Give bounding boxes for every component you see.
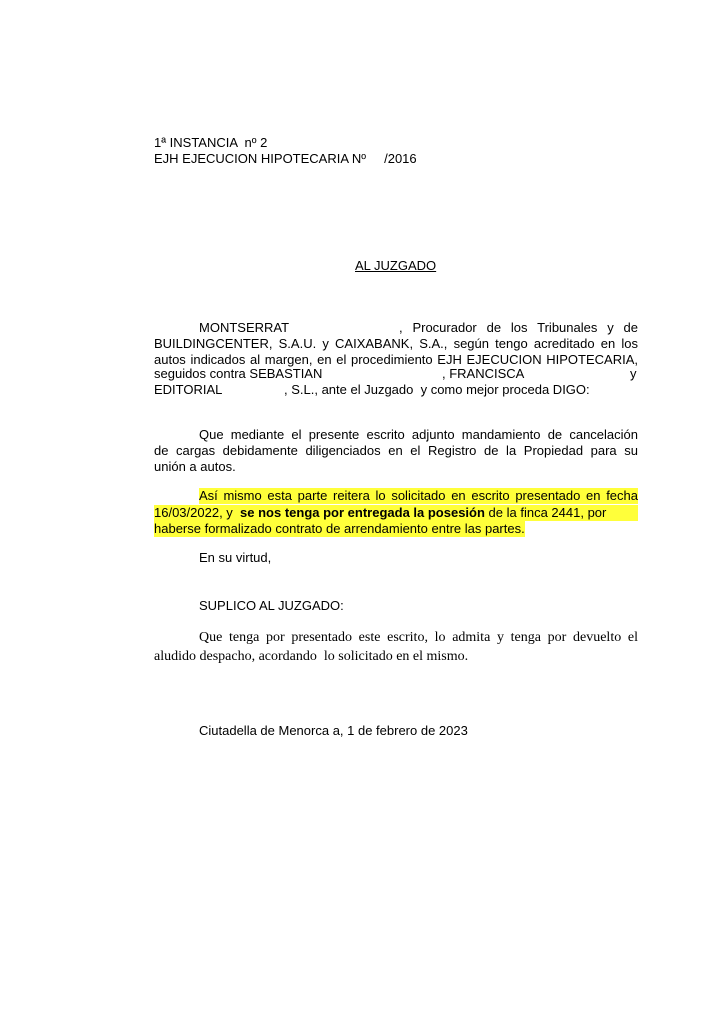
intro-line-5a: EDITORIAL bbox=[154, 382, 223, 397]
intro-line-3: autos indicados al margen, en el procedimiento EJH EJECUCION HIPOTECARIA, bbox=[154, 352, 638, 367]
para2-line-1: Así mismo esta parte reitera lo solicitado en escrito presentado en fecha bbox=[199, 488, 638, 503]
para2-line-2-bold: se nos tenga por entregada la posesión bbox=[240, 505, 485, 520]
intro-line-2: BUILDINGCENTER, S.A.U. y CAIXABANK, S.A., según tengo acreditado en los bbox=[154, 336, 638, 351]
para1-line-1: Que mediante el presente escrito adjunto mandamiento de cancelación bbox=[199, 427, 638, 442]
petition-line-2: aludido despacho, acordando lo solicitado en el mismo. bbox=[154, 649, 469, 664]
para1-line-3: unión a autos. bbox=[154, 459, 236, 474]
petition-line-1: Que tenga por presentado este escrito, lo admita y tenga por devuelto el bbox=[199, 630, 638, 645]
intro-line-5b: , S.L., ante el Juzgado y como mejor proceda DIGO: bbox=[284, 382, 590, 397]
date-place-line: Ciutadella de Menorca a, 1 de febrero de 2023 bbox=[199, 723, 468, 738]
case-number-line: EJH EJECUCION HIPOTECARIA Nº /2016 bbox=[154, 151, 417, 166]
para1-line-2: de cargas debidamente diligenciados en el Registro de la Propiedad para su bbox=[154, 443, 638, 458]
addressee-heading: AL JUZGADO bbox=[355, 258, 437, 273]
intro-name: MONTSERRAT bbox=[199, 320, 290, 335]
para2-line-2-rest: de la finca 2441, por bbox=[484, 505, 607, 520]
para2-line-2-date: 16/03/2022, y bbox=[154, 505, 237, 520]
virtud-line: En su virtud, bbox=[199, 550, 272, 565]
intro-line-4a: seguidos contra SEBASTIAN bbox=[154, 366, 323, 381]
intro-line-4b: , FRANCISCA bbox=[442, 366, 525, 381]
suplico-heading: SUPLICO AL JUZGADO: bbox=[199, 598, 344, 613]
intro-line-4c: y bbox=[630, 366, 637, 381]
intro-line-1-rest: , Procurador de los Tribunales y de bbox=[399, 320, 638, 335]
para2-line-3: haberse formalizado contrato de arrendamiento entre las partes. bbox=[154, 521, 525, 536]
case-court-line: 1ª INSTANCIA nº 2 bbox=[154, 135, 268, 150]
para2-line-2 bbox=[154, 505, 638, 521]
